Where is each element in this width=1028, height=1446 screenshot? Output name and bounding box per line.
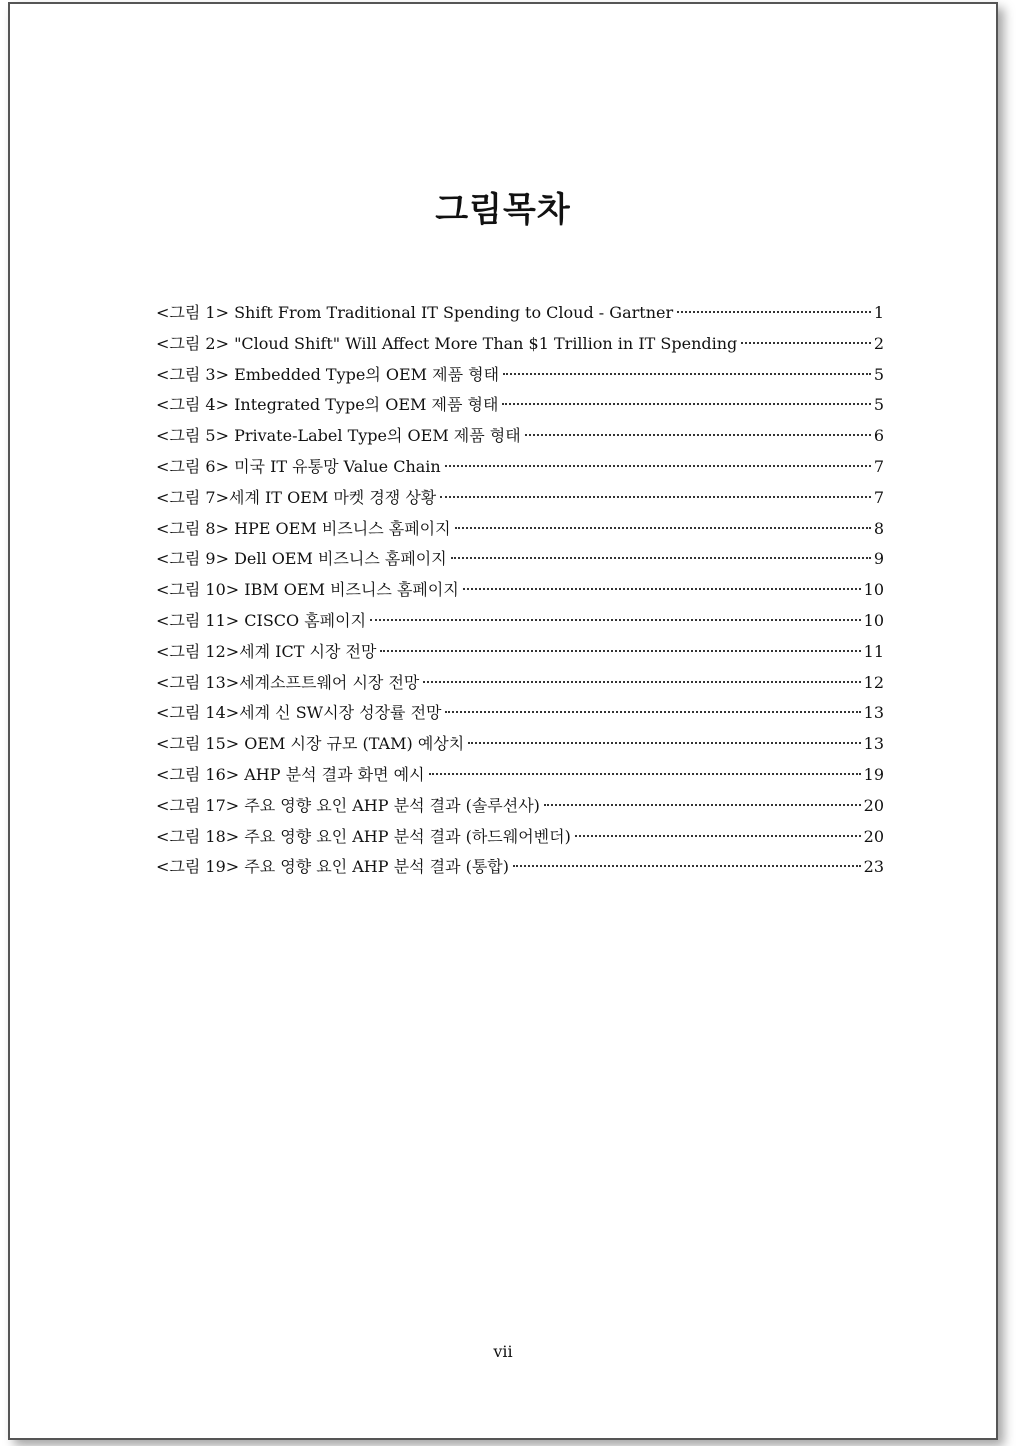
- page-title: 그림목차: [435, 190, 571, 230]
- entry-page-number: 5: [873, 395, 884, 415]
- dot-leader: [429, 773, 861, 775]
- entry-page-number: 11: [863, 641, 884, 661]
- dot-leader: [502, 403, 870, 405]
- list-item[interactable]: [156, 423, 884, 454]
- entry-page-number: 6: [873, 426, 884, 446]
- list-item[interactable]: [156, 670, 884, 701]
- list-item[interactable]: [156, 854, 884, 885]
- entry-label: <그림 17> 주요 영향 요인 AHP 분석 결과 (솔루션사): [156, 795, 540, 815]
- entry-label: <그림 6> 미국 IT 유통망 Value Chain: [156, 456, 441, 476]
- entry-label: <그림 15> OEM 시장 규모 (TAM) 예상치: [156, 734, 465, 754]
- list-item[interactable]: [156, 608, 884, 639]
- entry-page-number: 20: [863, 795, 884, 815]
- entry-label: <그림 18> 주요 영향 요인 AHP 분석 결과 (하드웨어벤더): [156, 826, 571, 846]
- entry-page-number: 5: [873, 364, 884, 384]
- entry-label: <그림 5> Private-Label Type의 OEM 제품 형태: [156, 426, 521, 446]
- entry-page-number: 23: [863, 857, 884, 877]
- list-item[interactable]: [156, 793, 884, 824]
- entry-page-number: 7: [873, 456, 884, 476]
- page-number: vii: [493, 1342, 513, 1361]
- entry-page-number: 13: [863, 734, 884, 754]
- dot-leader: [544, 804, 861, 806]
- entry-label: <그림 3> Embedded Type의 OEM 제품 형태: [156, 364, 500, 384]
- figure-list: [156, 300, 884, 885]
- entry-page-number: 1: [873, 303, 884, 322]
- entry-label: <그림 19> 주요 영향 요인 AHP 분석 결과 (통합): [156, 857, 510, 877]
- entry-label: <그림 1> Shift From Traditional IT Spending to Cloud - Gartner: [156, 303, 674, 322]
- dot-leader: [468, 742, 860, 744]
- entry-label: <그림 16> AHP 분석 결과 화면 예시: [156, 764, 425, 784]
- entry-page-number: 19: [863, 764, 884, 784]
- list-item[interactable]: [156, 516, 884, 547]
- dot-leader: [513, 865, 861, 867]
- list-item[interactable]: [156, 639, 884, 670]
- dot-leader: [525, 434, 871, 436]
- dot-leader: [455, 527, 871, 529]
- entry-label: <그림 13>세계소프트웨어 시장 전망: [156, 672, 420, 692]
- entry-page-number: 8: [873, 518, 884, 538]
- dot-leader: [445, 465, 871, 467]
- entry-label: <그림 8> HPE OEM 비즈니스 홈페이지: [156, 518, 451, 538]
- list-item[interactable]: [156, 731, 884, 762]
- entry-label: <그림 4> Integrated Type의 OEM 제품 형태: [156, 395, 499, 415]
- entry-page-number: 2: [873, 333, 884, 353]
- entry-label: <그림 9> Dell OEM 비즈니스 홈페이지: [156, 549, 447, 569]
- dot-leader: [677, 311, 871, 313]
- dot-leader: [503, 373, 871, 375]
- list-item[interactable]: [156, 700, 884, 731]
- entry-label: <그림 12>세계 ICT 시장 전망: [156, 641, 377, 661]
- list-item[interactable]: [156, 454, 884, 485]
- entry-label: <그림 7>세계 IT OEM 마켓 경쟁 상황: [156, 487, 437, 507]
- dot-leader: [370, 619, 861, 621]
- document-page: [8, 2, 998, 1440]
- entry-label: <그림 10> IBM OEM 비즈니스 홈페이지: [156, 580, 459, 600]
- list-item[interactable]: [156, 824, 884, 855]
- list-item[interactable]: [156, 362, 884, 393]
- list-item[interactable]: [156, 485, 884, 516]
- entry-label: <그림 14>세계 신 SW시장 성장률 전망: [156, 703, 442, 723]
- entry-page-number: 20: [863, 826, 884, 846]
- entry-page-number: 9: [873, 549, 884, 569]
- dot-leader: [445, 711, 860, 713]
- list-item[interactable]: [156, 546, 884, 577]
- entry-page-number: 13: [863, 703, 884, 723]
- list-item[interactable]: [156, 300, 884, 331]
- entry-page-number: 10: [863, 580, 884, 600]
- list-item[interactable]: [156, 577, 884, 608]
- entry-page-number: 10: [863, 610, 884, 630]
- dot-leader: [463, 588, 861, 590]
- dot-leader: [575, 835, 861, 837]
- entry-page-number: 7: [873, 487, 884, 507]
- list-item[interactable]: [156, 762, 884, 793]
- entry-label: <그림 2> "Cloud Shift" Will Affect More Than $1 Trillion in IT Spending: [156, 333, 738, 353]
- entry-page-number: 12: [863, 672, 884, 692]
- list-item[interactable]: [156, 392, 884, 423]
- entry-label: <그림 11> CISCO 홈페이지: [156, 610, 367, 630]
- dot-leader: [451, 557, 871, 559]
- dot-leader: [380, 650, 860, 652]
- dot-leader: [741, 342, 871, 344]
- dot-leader: [423, 681, 860, 683]
- dot-leader: [440, 496, 871, 498]
- list-item[interactable]: [156, 331, 884, 362]
